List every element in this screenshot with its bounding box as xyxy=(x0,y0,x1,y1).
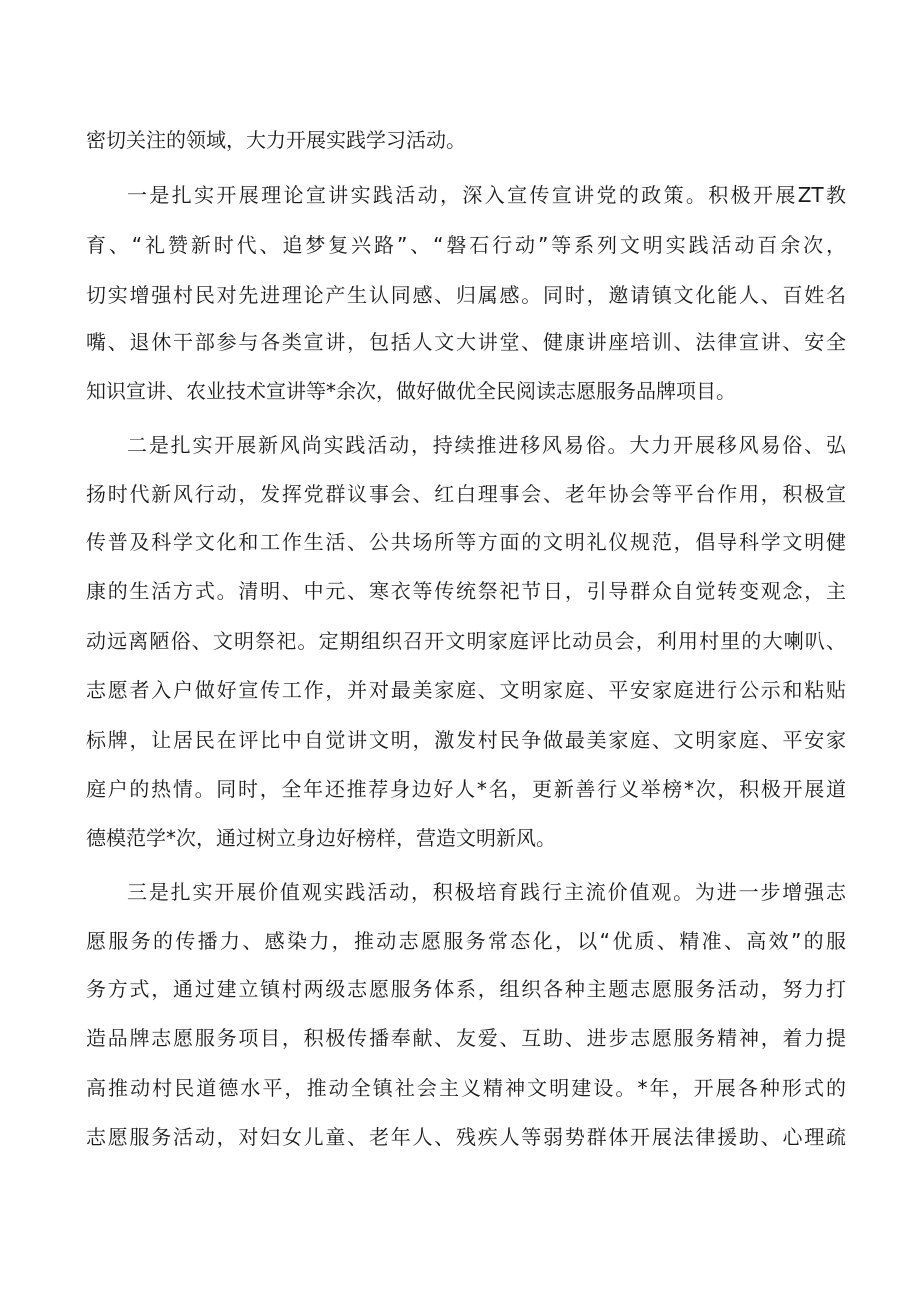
text-line: 育、“礼赞新时代、追梦复兴路”、“磐石行动”等系列文明实践活动百余次， xyxy=(86,233,846,257)
text-line: 志愿者入户做好宣传工作，并对最美家庭、文明家庭、平安家庭进行公示和粘贴 xyxy=(86,678,846,702)
text-line: 志愿服务活动，对妇女儿童、老年人、残疾人等弱势群体开展法律援助、心理疏 xyxy=(86,1125,846,1149)
text-line: 德模范学*次，通过树立身边好榜样，营造文明新风。 xyxy=(86,826,556,850)
text-line: 愿服务的传播力、感染力，推动志愿服务常态化，以“优质、精准、高效”的服 xyxy=(86,929,846,953)
paragraph-first-line: 一是扎实开展理论宣讲实践活动，深入宣传宣讲党的政策。积极开展ZT教 xyxy=(127,183,846,207)
text-line: 标牌，让居民在评比中自觉讲文明，激发村民争做最美家庭、文明家庭、平安家 xyxy=(86,728,846,752)
paragraph-first-line: 二是扎实开展新风尚实践活动，持续推进移风易俗。大力开展移风易俗、弘 xyxy=(127,433,846,457)
text-line: 扬时代新风行动，发挥党群议事会、红白理事会、老年协会等平台作用，积极宣 xyxy=(86,482,846,506)
text-line: 庭户的热情。同时，全年还推荐身边好人*名，更新善行义举榜*次，积极开展道 xyxy=(86,777,846,801)
text-line: 康的生活方式。清明、中元、寒衣等传统祭祀节日，引导群众自觉转变观念，主 xyxy=(86,579,846,603)
text-line: 嘴、退休干部参与各类宣讲，包括人文大讲堂、健康讲座培训、法律宣讲、安全 xyxy=(86,330,846,354)
text-line: 动远离陋俗、文明祭祀。定期组织召开文明家庭评比动员会，利用村里的大喇叭、 xyxy=(86,629,846,653)
text-line: 切实增强村民对先进理论产生认同感、归属感。同时，邀请镇文化能人、百姓名 xyxy=(86,283,846,307)
text-line: 高推动村民道德水平，推动全镇社会主义精神文明建设。*年，开展各种形式的 xyxy=(86,1076,846,1100)
text-line: 造品牌志愿服务项目，积极传播奉献、友爱、互助、进步志愿服务精神，着力提 xyxy=(86,1026,846,1050)
text-line: 密切关注的领域，大力开展实践学习活动。 xyxy=(86,128,466,152)
text-line: 知识宣讲、农业技术宣讲等*余次，做好做优全民阅读志愿服务品牌项目。 xyxy=(86,379,736,403)
text-line: 务方式，通过建立镇村两级志愿服务体系，组织各种主题志愿服务活动，努力打 xyxy=(86,977,846,1001)
paragraph-first-line: 三是扎实开展价值观实践活动，积极培育践行主流价值观。为进一步增强志 xyxy=(127,880,846,904)
text-line: 传普及科学文化和工作生活、公共场所等方面的文明礼仪规范，倡导科学文明健 xyxy=(86,530,846,554)
